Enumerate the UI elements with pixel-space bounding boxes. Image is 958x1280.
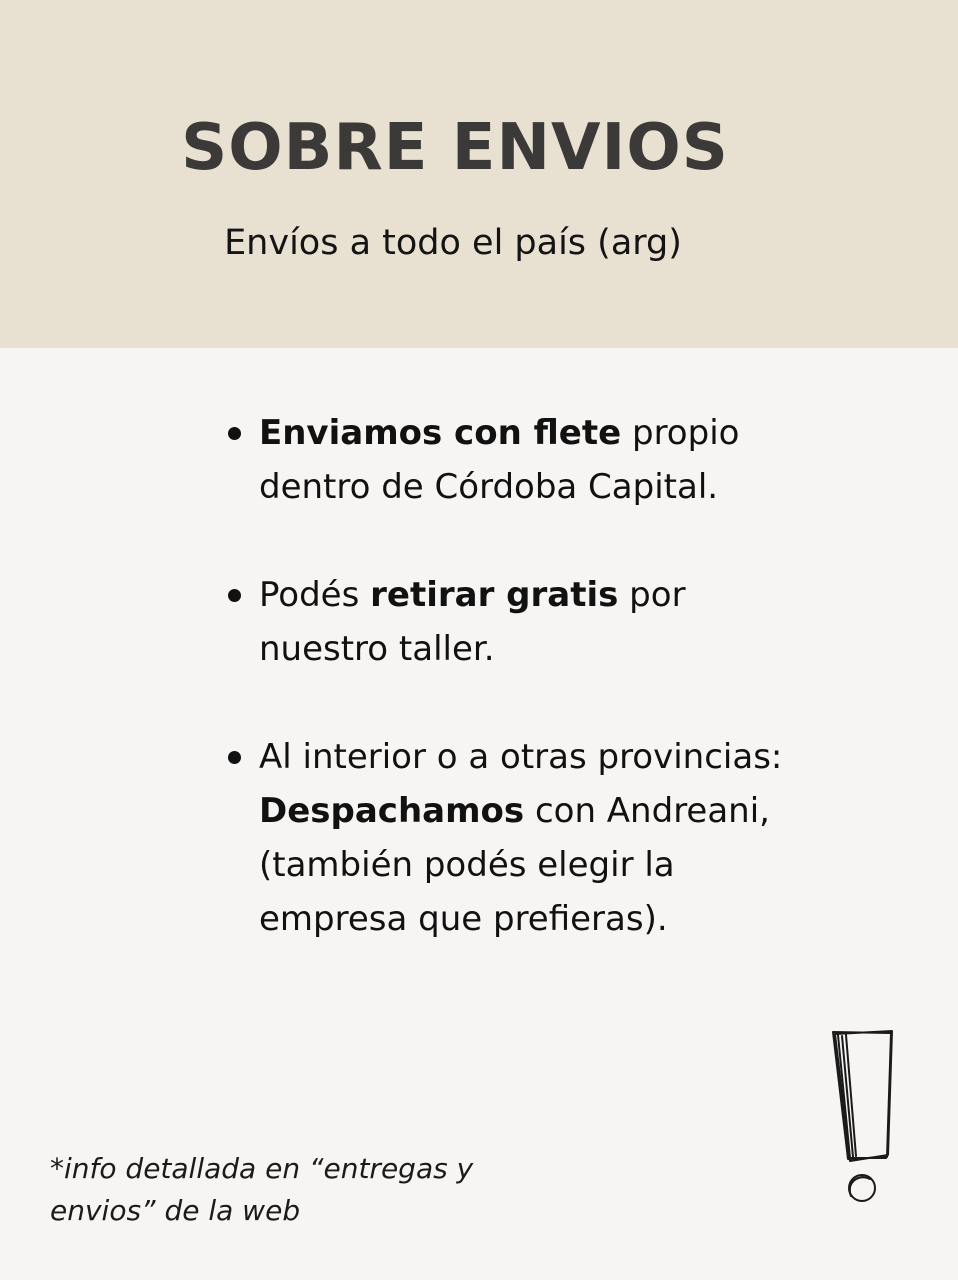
header-band bbox=[0, 0, 958, 348]
item-text: propio dentro de Córdoba Capital. bbox=[259, 413, 740, 507]
page-title: SOBRE ENVIOS bbox=[181, 111, 729, 185]
shipping-info-list bbox=[228, 406, 788, 946]
item-bold-text: retirar gratis bbox=[370, 575, 619, 615]
item-text: por nuestro taller. bbox=[259, 575, 686, 669]
list-item-flete bbox=[228, 406, 788, 514]
page-subtitle: Envíos a todo el país (arg) bbox=[224, 223, 682, 263]
bullet-icon bbox=[228, 589, 241, 602]
list-item-interior bbox=[228, 730, 788, 946]
item-text: Podés bbox=[259, 575, 371, 615]
footnote: *info detallada en “entregas y envios” de la web bbox=[50, 1152, 474, 1227]
item-bold-text: Enviamos con flete bbox=[259, 413, 622, 453]
bullet-icon bbox=[228, 427, 241, 440]
item-bold-text: Despachamos bbox=[259, 791, 525, 831]
item-text: con Andreani, (también podés elegir la empresa que prefieras). bbox=[259, 791, 770, 939]
item-text: Al interior o a otras provincias: bbox=[259, 737, 783, 777]
exclamation-mark-icon bbox=[826, 1026, 898, 1210]
bullet-icon bbox=[228, 751, 241, 764]
list-item-retiro bbox=[228, 568, 788, 676]
